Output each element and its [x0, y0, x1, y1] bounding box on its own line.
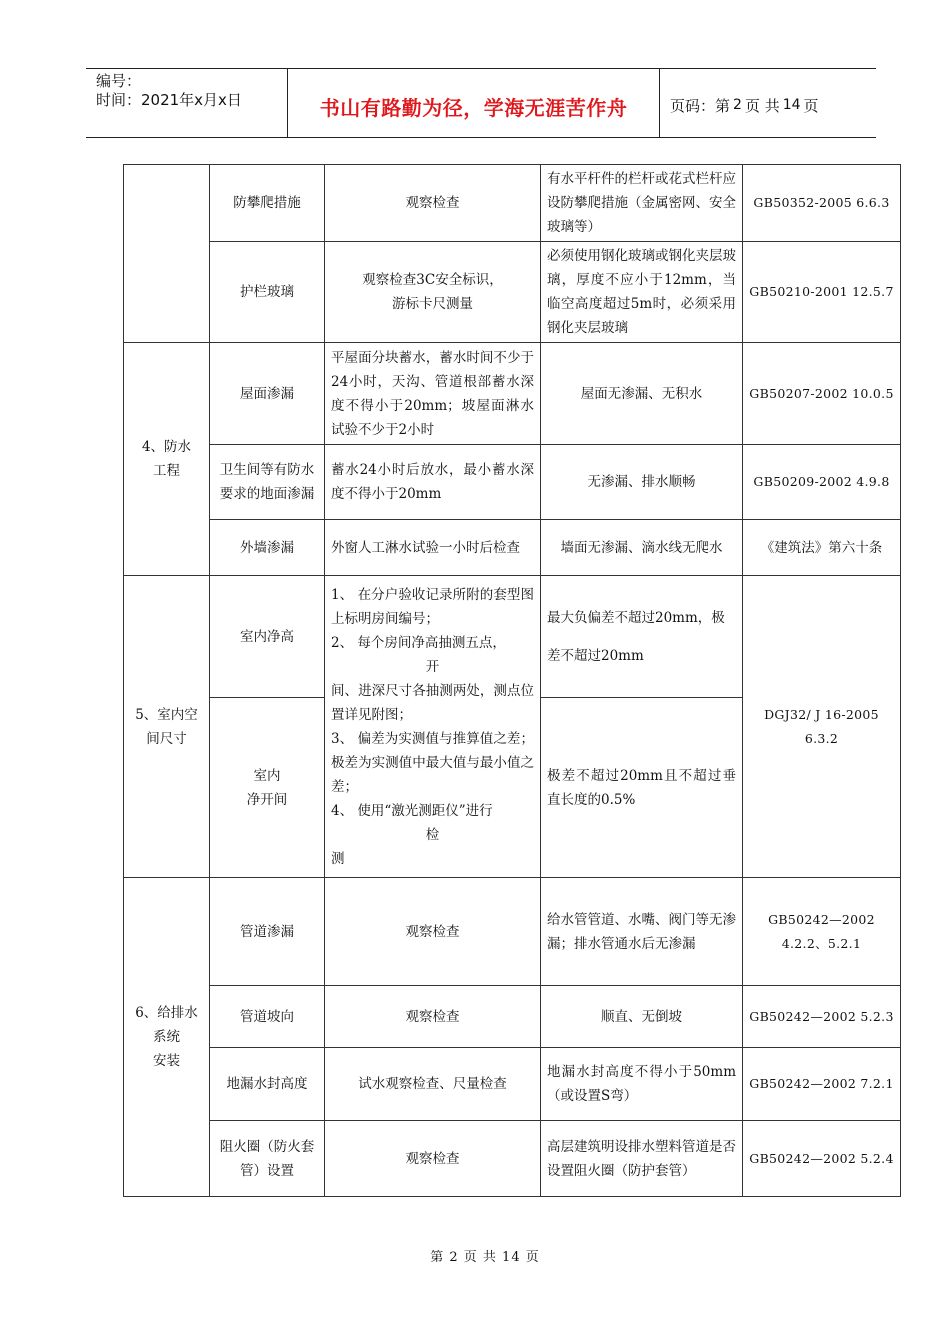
method-step-cont: 间、进深尺寸各抽测两处，测点位置详见附图；: [331, 682, 534, 723]
item-cell: 管道渗漏: [210, 878, 325, 986]
standard-cell: [743, 576, 901, 878]
time-label: 时间：2021年x月x日: [96, 91, 242, 109]
method-cell: 外窗人工淋水试验一小时后检查: [325, 520, 541, 576]
method-line: 观察检查3C安全标识，: [362, 272, 503, 288]
category-cell: [124, 576, 210, 878]
method-step-cont: 测: [331, 850, 345, 867]
method-cell: 观察检查: [325, 1121, 541, 1197]
requirement-cell: [541, 576, 743, 698]
standard-cell: GB50352-2005 6.6.3: [743, 165, 901, 242]
method-step: 4、 使用“激光测距仪”进行: [331, 802, 493, 819]
category-line: 6、给排水: [135, 1005, 198, 1021]
method-cell: 蓄水24小时后放水，最小蓄水深度不得小于20mm: [325, 445, 541, 520]
method-step-cont: 开: [425, 658, 440, 675]
item-cell: 屋面渗漏: [210, 343, 325, 445]
item-cell: 卫生间等有防水要求的地面渗漏: [210, 445, 325, 520]
table-row: [124, 445, 901, 520]
table-row: [124, 1121, 901, 1197]
method-line: 游标卡尺测量: [392, 296, 473, 312]
method-cell: 观察检查: [325, 878, 541, 986]
requirement-cell: 极差不超过20mm且不超过垂直长度的0.5%: [541, 698, 743, 878]
method-cell: 观察检查: [325, 165, 541, 242]
item-cell: 管道坡向: [210, 986, 325, 1048]
category-line: 5、室内空: [135, 706, 198, 723]
requirement-cell: 给水管管道、水嘴、阀门等无渗漏；排水管通水后无渗漏: [541, 878, 743, 986]
category-line: 4、防水: [141, 439, 192, 455]
table-row: [124, 1048, 901, 1121]
page-number: 2: [733, 97, 742, 113]
item-cell: 外墙渗漏: [210, 520, 325, 576]
category-cell: [124, 343, 210, 576]
table-row: [124, 576, 901, 698]
item-cell: [210, 698, 325, 878]
standard-line: DGJ32/ J 16-2005: [764, 706, 879, 722]
page-total: 14: [782, 97, 801, 113]
page-header: [86, 68, 876, 138]
standard-cell: GB50210-2001 12.5.7: [743, 242, 901, 343]
method-cell: 平屋面分块蓄水，蓄水时间不少于24小时，天沟、管道根部蓄水深度不得小于20mm；坡屋面淋水试验不少于2小时: [325, 343, 541, 445]
header-meta: [86, 69, 288, 137]
method-step: 2、 每个房间净高抽测五点，: [331, 634, 506, 651]
table-row: [124, 520, 901, 576]
standard-line: 6.3.2: [804, 730, 839, 746]
standard-cell: GB50209-2002 4.9.8: [743, 445, 901, 520]
category-line: 系统: [153, 1029, 180, 1045]
table-row: [124, 878, 901, 986]
standard-cell: GB50242—2002 7.2.1: [743, 1048, 901, 1121]
item-cell: 地漏水封高度: [210, 1048, 325, 1121]
requirement-cell: 无渗漏、排水顺畅: [541, 445, 743, 520]
method-step-cont: 检: [425, 826, 440, 843]
item-line: 室内: [253, 767, 281, 784]
method-cell: [325, 242, 541, 343]
page-footer: 第 2 页 共 14 页: [430, 1250, 540, 1265]
header-page-info: [660, 69, 876, 137]
item-cell: 室内净高: [210, 576, 325, 698]
code-label: 编号：: [96, 72, 142, 90]
method-step: 3、 偏差为实测值与推算值之差；极差为实测值中最大值与最小值之差；: [331, 730, 534, 795]
page-mid: 页 共: [744, 96, 780, 115]
inspection-table: [123, 164, 901, 1197]
item-cell: 护栏玻璃: [210, 242, 325, 343]
method-cell: 试水观察检查、尺量检查: [325, 1048, 541, 1121]
item-cell: 防攀爬措施: [210, 165, 325, 242]
requirement-cell: 屋面无渗漏、无积水: [541, 343, 743, 445]
category-cell-continued: [124, 165, 210, 343]
item-cell: 阻火圈（防火套管）设置: [210, 1121, 325, 1197]
requirement-cell: 必须使用钢化玻璃或钢化夹层玻璃，厚度不应小于12mm，当临空高度超过5m时，必须采用钢化夹层玻璃: [541, 242, 743, 343]
header-motto: 书山有路勤为径，学海无涯苦作舟: [288, 69, 660, 137]
standard-cell: GB50242—2002 5.2.4: [743, 1121, 901, 1197]
category-line: 安装: [153, 1053, 180, 1069]
page-suffix: 页: [803, 96, 819, 115]
page-prefix: 页码：第: [670, 96, 731, 115]
standard-cell: GB50207-2002 10.0.5: [743, 343, 901, 445]
method-cell: [325, 576, 541, 878]
table-row: [124, 986, 901, 1048]
category-line: 间尺寸: [146, 730, 187, 747]
requirement-line: 最大负偏差不超过20mm，极: [547, 609, 725, 626]
category-line: 工程: [153, 463, 180, 479]
table-row: [124, 165, 901, 242]
requirement-cell: 有水平杆件的栏杆或花式栏杆应设防攀爬措施（金属密网、安全玻璃等）: [541, 165, 743, 242]
requirement-cell: 地漏水封高度不得小于50mm（或设置S弯）: [541, 1048, 743, 1121]
method-step: 1、 在分户验收记录所附的套型图上标明房间编号；: [331, 586, 534, 627]
standard-cell: 《建筑法》第六十条: [743, 520, 901, 576]
category-cell: [124, 878, 210, 1197]
requirement-line: 差不超过20mm: [547, 647, 644, 664]
standard-cell: [743, 878, 901, 986]
standard-cell: GB50242—2002 5.2.3: [743, 986, 901, 1048]
table-row: [124, 242, 901, 343]
standard-line: 4.2.2、5.2.1: [781, 935, 862, 951]
item-line: 净开间: [246, 791, 288, 808]
requirement-cell: 高层建筑明设排水塑料管道是否设置阻火圈（防护套管）: [541, 1121, 743, 1197]
requirement-cell: 墙面无渗漏、滴水线无爬水: [541, 520, 743, 576]
requirement-cell: 顺直、无倒坡: [541, 986, 743, 1048]
table-row: [124, 343, 901, 445]
standard-line: GB50242—2002: [768, 911, 875, 927]
method-cell: 观察检查: [325, 986, 541, 1048]
